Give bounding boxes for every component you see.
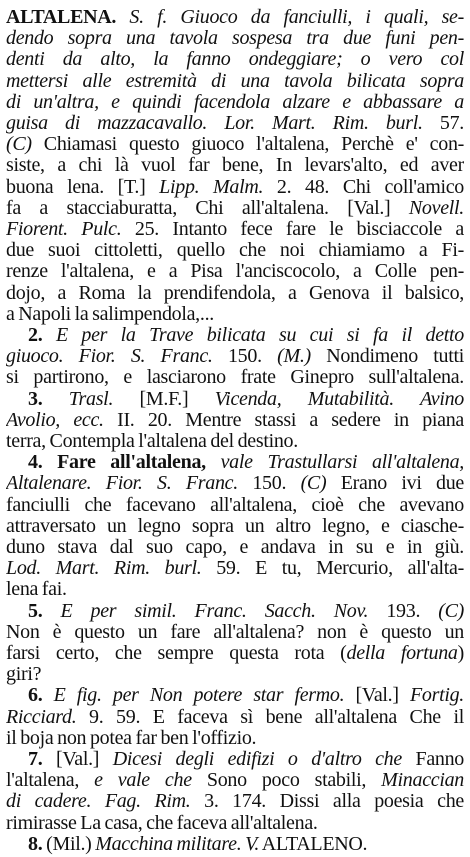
italic-text: e vale che [94,769,192,792]
plain-text: 150. [237,472,301,495]
dictionary-page [6,4,464,855]
plain-text: 3. 174. Dissi alla poesia che [190,790,464,813]
plain-text: ) [457,642,464,664]
plain-text: 2. 48. Chi coll'amico [263,175,464,198]
italic-text: (C) [6,133,32,156]
plain-text: renze l'altalena, e a Pisa l'anciscocolo, a Colle pen- [6,260,464,283]
bold-text: 2. [28,324,56,346]
plain-text: attraversato un legno sopra un altro legno, e ciasche- [6,514,464,537]
plain-text: duno stava dal suo capo, e andava in su e in giù. [6,536,464,558]
plain-text: il boja non potea far ben l'offizio. [6,726,257,749]
italic-text: E per simil. Franc. Sacch. Nov. [60,599,369,622]
plain-text: Nondimeno tutti [310,345,464,368]
plain-text: lena fai. [6,578,67,601]
plain-text: Erano ivi due [326,472,464,495]
italic-text: guisa di mazzacavallo. Lor. Mart. Rim. burl. [6,112,423,134]
plain-text: ALTALENO. [259,832,368,855]
plain-text: 150. [212,345,278,368]
plain-text: terra, Contempla l'altalena del destino. [6,430,298,452]
plain-text: buona lena. [T.] [6,175,160,198]
plain-text: 25. Intanto fece fare le bisciaccole a [121,218,464,240]
plain-text: rimirasse La casa, che faceva all'altalena. [6,811,318,834]
italic-text: Trasl. [68,387,114,410]
bold-text: ALTALENA. [6,6,117,28]
plain-text: [Val.] [344,684,410,707]
italic-text: E fig. per Non potere star fermo. [53,684,345,707]
italic-text: Vicenda, Mutabilità. Avino [214,387,464,410]
plain-text: l'altalena, [6,769,95,792]
bold-text: 5. [28,599,61,622]
italic-text: giuoco. Fior. S. Franc. [6,345,213,368]
plain-text: fa a stacciaburatta, Chi all'altalena. [Val.] [6,196,409,219]
bold-text: 7. [28,748,56,770]
bold-text: 3. [28,387,69,410]
plain-text: II. 20. Mentre stassi a sedere in piana [103,408,464,431]
plain-text: 9. 59. E faceva sì bene all'altalena Che il [76,705,464,728]
italic-text: Minaccian [381,769,464,792]
italic-text: Dicesi degli edifizi o d'altro che [112,748,402,770]
italic-text: vale Trastullarsi all'altalena, [220,451,464,474]
plain-text: Chiamasi questo giuoco l'altalena, Perchè e' con- [31,133,464,156]
plain-text: giri? [6,663,42,686]
italic-text: (C) [438,599,464,622]
plain-text: si partirono, e lasciarono frate Ginepro sull'altalena. [6,366,464,389]
plain-text: (Mil.) [46,832,96,855]
italic-text: Macchina militare. V. [95,832,260,855]
italic-text: Novell. [408,196,464,219]
plain-text: [M.F.] [113,387,215,410]
plain-text: farsi certo, che sempre questa rota ( [6,642,347,664]
bold-text: 8. [28,832,47,855]
italic-text: di cadere. Fag. Rim. [6,790,191,813]
plain-text: Non è questo un fare all'altalena? non è questo un [6,620,464,643]
italic-text: Lipp. Malm. [159,175,264,198]
plain-text: 57. [422,112,464,134]
plain-text: [Val.] [55,748,113,770]
plain-text: fanciulli che facevano all'altalena, cioè che avevano [6,493,464,516]
italic-text: S. f. Giuoco da fanciulli, i quali, se- [116,6,464,28]
plain-text: due suoi cittoletti, quello che noi chiamiamo a Fi- [6,239,464,262]
plain-text: Sono poco stabili, [191,769,382,792]
italic-text: (C) [300,472,327,495]
italic-text: della fortuna [346,642,458,664]
plain-text: siste, a chi là vuol far bene, In levars'alto, ed aver [6,154,464,177]
plain-text: dojo, a Roma la prendifendola, a Genova il balsico, [6,281,464,304]
bold-text: 4. Fare all'altalena, [28,451,221,474]
italic-text: Fiorent. Pulc. [6,218,122,240]
italic-text: (M.) [277,345,311,368]
plain-text: 193. [368,599,439,622]
italic-text: Avolio, ecc. [6,408,104,431]
italic-text: Altalenare. Fior. S. Franc. [6,472,238,495]
plain-text: Fanno [401,748,464,770]
plain-text: 59. E tu, Mercurio, all'alta- [201,557,464,580]
italic-text: di un'altra, e quindi facendola alzare e abbassare a [6,90,464,113]
italic-text: E per la Trave bilicata su cui si fa il detto [55,324,464,346]
text-line [6,831,464,857]
italic-text: dendo sopra una tavola sospesa tra due funi pen- [6,27,464,50]
italic-text: mettersi alle estremità di una tavola bilicata sopra [6,69,464,92]
bold-text: 6. [28,684,54,707]
italic-text: denti da alto, la fanno ondeggiare; o vero col [6,48,464,71]
italic-text: Fortig. [409,684,464,707]
plain-text: a Napoli la salimpendola,... [6,302,214,325]
italic-text: Lod. Mart. Rim. burl. [6,557,202,580]
italic-text: Ricciard. [6,705,77,728]
